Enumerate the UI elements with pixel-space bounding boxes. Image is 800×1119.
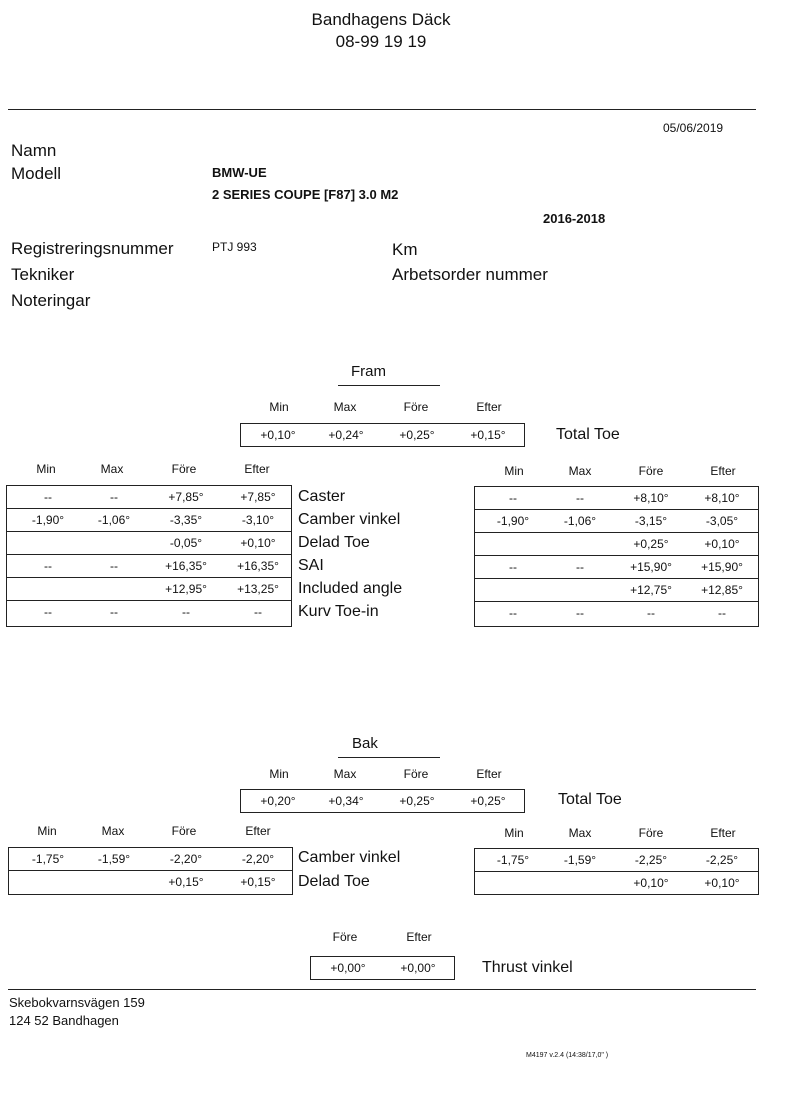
fram-l-head-min: Min (36, 462, 56, 476)
cell: +7,85° (168, 490, 204, 504)
cell: -- (44, 490, 52, 504)
fram-l-head-fore: Före (171, 462, 197, 476)
cell: -3,15° (634, 514, 668, 528)
cell: -1,90° (31, 513, 65, 527)
bak-row-label: Delad Toe (298, 873, 370, 890)
cell: -1,06° (563, 514, 597, 528)
cell: -2,25° (634, 853, 668, 867)
fram-tt-min: +0,10° (260, 428, 296, 442)
cell: +16,35° (165, 559, 207, 573)
cell: -0,05° (169, 536, 203, 550)
table-row (7, 532, 291, 555)
fram-left-table (6, 485, 292, 627)
cell: -1,90° (496, 514, 530, 528)
table-row (7, 555, 291, 578)
thrust-fore: +0,00° (330, 961, 366, 975)
bak-left-table (8, 847, 293, 895)
cell: -- (110, 559, 118, 573)
cell: -- (576, 491, 584, 505)
table-row (9, 871, 292, 894)
cell: -2,25° (705, 853, 739, 867)
cell: -- (509, 491, 517, 505)
cell: +15,90° (701, 560, 743, 574)
label-tekniker: Tekniker (11, 265, 75, 284)
thrust-efter: +0,00° (400, 961, 436, 975)
bak-r-head-min: Min (504, 826, 524, 840)
fram-tt-head-efter: Efter (476, 400, 502, 414)
fram-tt-head-max: Max (333, 400, 357, 414)
table-row (475, 533, 758, 556)
cell: +7,85° (240, 490, 276, 504)
vehicle-model: 2 SERIES COUPE [F87] 3.0 M2 (212, 187, 399, 202)
bak-total-toe-label: Total Toe (558, 791, 622, 808)
bak-r-head-max: Max (568, 826, 592, 840)
table-row (9, 848, 292, 871)
bak-tt-min: +0,20° (260, 794, 296, 808)
footer-divider (8, 989, 756, 990)
cell: -- (576, 560, 584, 574)
cell: +8,10° (633, 491, 669, 505)
cell: +13,25° (237, 582, 279, 596)
cell: -1,75° (496, 853, 530, 867)
fram-title-underline (338, 385, 440, 386)
cell: -- (718, 606, 726, 620)
shop-phone: 08-99 19 19 (335, 32, 427, 51)
shop-name: Bandhagens Däck (311, 10, 451, 29)
table-row (7, 601, 291, 624)
bak-l-head-efter: Efter (245, 824, 271, 838)
table-row (7, 509, 291, 532)
table-row (475, 579, 758, 602)
fram-row-label: Delad Toe (298, 534, 370, 551)
label-reg: Registreringsnummer (11, 239, 174, 258)
bak-title: Bak (352, 735, 378, 752)
cell: -- (509, 560, 517, 574)
cell: +0,10° (704, 876, 740, 890)
cell: +0,15° (240, 875, 276, 889)
fram-row-label: SAI (298, 557, 324, 574)
thrust-box (310, 956, 455, 980)
vehicle-reg: PTJ 993 (212, 240, 257, 254)
bak-tt-head-min: Min (269, 767, 289, 781)
cell: -- (647, 606, 655, 620)
cell: -- (576, 606, 584, 620)
fram-row-label: Camber vinkel (298, 511, 401, 528)
bak-r-head-efter: Efter (710, 826, 736, 840)
cell: -- (44, 559, 52, 573)
cell: -- (110, 490, 118, 504)
bak-right-table (474, 848, 759, 895)
cell: +15,90° (630, 560, 672, 574)
bak-r-head-fore: Före (638, 826, 664, 840)
label-km: Km (392, 240, 418, 259)
footer-address-2: 124 52 Bandhagen (9, 1013, 119, 1028)
fram-row-label: Included angle (298, 580, 403, 597)
bak-row-label: Camber vinkel (298, 849, 401, 866)
bak-tt-max: +0,34° (328, 794, 364, 808)
fram-l-head-max: Max (100, 462, 124, 476)
cell: -3,05° (705, 514, 739, 528)
thrust-head-fore: Före (332, 930, 358, 944)
report-date: 05/06/2019 (663, 121, 724, 135)
footer-version: M4197 v.2.4 (14:38/17,0" ) (526, 1052, 609, 1059)
cell: -3,35° (169, 513, 203, 527)
label-arbetsorder: Arbetsorder nummer (392, 265, 548, 284)
cell: +16,35° (237, 559, 279, 573)
bak-total-toe-box (240, 789, 525, 813)
fram-tt-fore: +0,25° (399, 428, 435, 442)
bak-l-head-min: Min (37, 824, 57, 838)
label-noteringar: Noteringar (11, 291, 91, 310)
cell: -- (509, 606, 517, 620)
fram-title: Fram (351, 363, 386, 380)
fram-r-head-min: Min (504, 464, 524, 478)
cell: +0,25° (633, 537, 669, 551)
fram-r-head-efter: Efter (710, 464, 736, 478)
cell: +0,10° (633, 876, 669, 890)
cell: -- (110, 605, 118, 619)
cell: +12,85° (701, 583, 743, 597)
cell: +8,10° (704, 491, 740, 505)
vehicle-years: 2016-2018 (543, 211, 606, 226)
thrust-head-efter: Efter (406, 930, 432, 944)
bak-tt-efter: +0,25° (470, 794, 506, 808)
cell: +0,10° (240, 536, 276, 550)
label-modell: Modell (11, 164, 62, 183)
vehicle-make: BMW-UE (212, 165, 267, 180)
bak-l-head-fore: Före (171, 824, 197, 838)
table-row (7, 486, 291, 509)
fram-right-table (474, 486, 759, 627)
bak-tt-head-max: Max (333, 767, 357, 781)
fram-total-toe-box (240, 423, 525, 447)
bak-tt-head-efter: Efter (476, 767, 502, 781)
fram-l-head-efter: Efter (244, 462, 270, 476)
table-row (475, 849, 758, 872)
cell: -1,59° (97, 852, 131, 866)
footer-address-1: Skebokvarnsvägen 159 (9, 995, 145, 1010)
fram-row-label: Kurv Toe-in (298, 603, 379, 620)
cell: -- (44, 605, 52, 619)
cell: -1,59° (563, 853, 597, 867)
cell: -2,20° (241, 852, 275, 866)
cell: -1,75° (31, 852, 65, 866)
fram-r-head-max: Max (568, 464, 592, 478)
fram-r-head-fore: Före (638, 464, 664, 478)
fram-tt-efter: +0,15° (470, 428, 506, 442)
bak-tt-fore: +0,25° (399, 794, 435, 808)
cell: -- (182, 605, 190, 619)
cell: +12,95° (165, 582, 207, 596)
fram-row-label: Caster (298, 488, 346, 505)
fram-tt-head-min: Min (269, 400, 289, 414)
fram-tt-max: +0,24° (328, 428, 364, 442)
fram-tt-head-fore: Före (403, 400, 429, 414)
bak-title-underline (338, 757, 440, 758)
cell: -2,20° (169, 852, 203, 866)
label-namn: Namn (11, 141, 57, 160)
thrust-label: Thrust vinkel (482, 959, 573, 976)
fram-total-toe-label: Total Toe (556, 426, 620, 443)
table-row (475, 510, 758, 533)
cell: +0,15° (168, 875, 204, 889)
cell: +0,10° (704, 537, 740, 551)
table-row (475, 556, 758, 579)
cell: -3,10° (241, 513, 275, 527)
bak-tt-head-fore: Före (403, 767, 429, 781)
table-row (475, 487, 758, 510)
bak-l-head-max: Max (101, 824, 125, 838)
header-divider (8, 109, 756, 110)
table-row (7, 578, 291, 601)
cell: -1,06° (97, 513, 131, 527)
table-row (475, 602, 758, 625)
cell: -- (254, 605, 262, 619)
cell: +12,75° (630, 583, 672, 597)
table-row (475, 872, 758, 895)
